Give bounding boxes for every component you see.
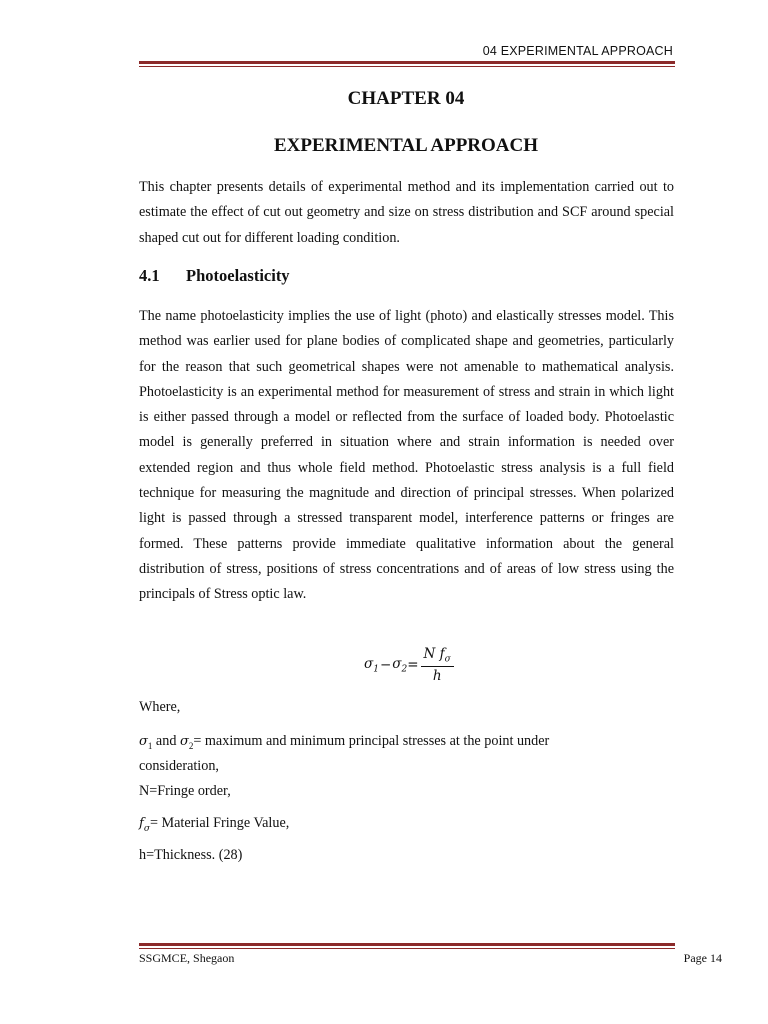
footer-page-number: Page 14: [683, 951, 722, 965]
thickness-definition: h=Thickness. (28): [139, 847, 243, 863]
stress-optic-equation: [364, 646, 454, 684]
chapter-title: EXPERIMENTAL APPROACH: [273, 135, 539, 156]
section-title: Photoelasticity: [186, 266, 290, 285]
eq-equals: =: [407, 656, 419, 673]
eq-denominator: h: [432, 667, 442, 684]
eq-fraction: [421, 646, 454, 684]
where-label: Where,: [139, 699, 181, 715]
eq-minus: −: [379, 656, 392, 673]
photoelasticity-paragraph: The name photoelasticity implies the use of light (photo) and elastically stresses model. This method was earlier used for plane bodies of complicated shape and geometries, particularly for the reason that such geometrical shapes were not amenable to mathematical analysis. Photoelasticity is an experimental method for measurement of stress and strain in which light is either passed through a model or reflected from the surface of loaded body. Photoelastic model is generally preferred in situation where and strain information is needed over extended region and thus whole field method. Photoelastic stress analysis is a full field technique for measuring the magnitude and direction of principal stresses. When polarized light is passed through a stressed transparent model, interference patterns or fringes are formed. These patterns provide immediate qualitative information about the general distribution of stress, positions of stress concentrations and of areas of low stress using the principals of Stress optic law.: [139, 308, 674, 603]
section-heading: [139, 266, 290, 286]
section-number: 4.1: [139, 266, 160, 285]
intro-paragraph: This chapter presents details of experimental method and its implementation carried out to estimate the effect of cut out geometry and size on stress distribution and SCF around special shaped cut out for different loading condition.: [139, 179, 674, 246]
eq-sigma1: $\sigma_1$: [364, 655, 379, 675]
chapter-number: CHAPTER 04: [347, 88, 465, 109]
running-header: 04 EXPERIMENTAL APPROACH: [482, 44, 673, 58]
eq-sigma2: $\sigma_2$: [392, 655, 408, 675]
sigma-definition: $\sigma_1$ and $\sigma_2=$ maximum and minimum principal stresses at the point under consideration,: [139, 733, 550, 774]
fringe-order-definition: N=Fringe order,: [139, 783, 231, 799]
footer-institution: SSGMCE, Shegaon: [139, 951, 235, 965]
header-rule: [139, 61, 675, 67]
eq-numerator: N $f_\sigma$: [421, 646, 454, 667]
fringe-value-definition: $f_\sigma=$ Material Fringe Value,: [139, 815, 290, 834]
footer-rule: [139, 943, 675, 949]
